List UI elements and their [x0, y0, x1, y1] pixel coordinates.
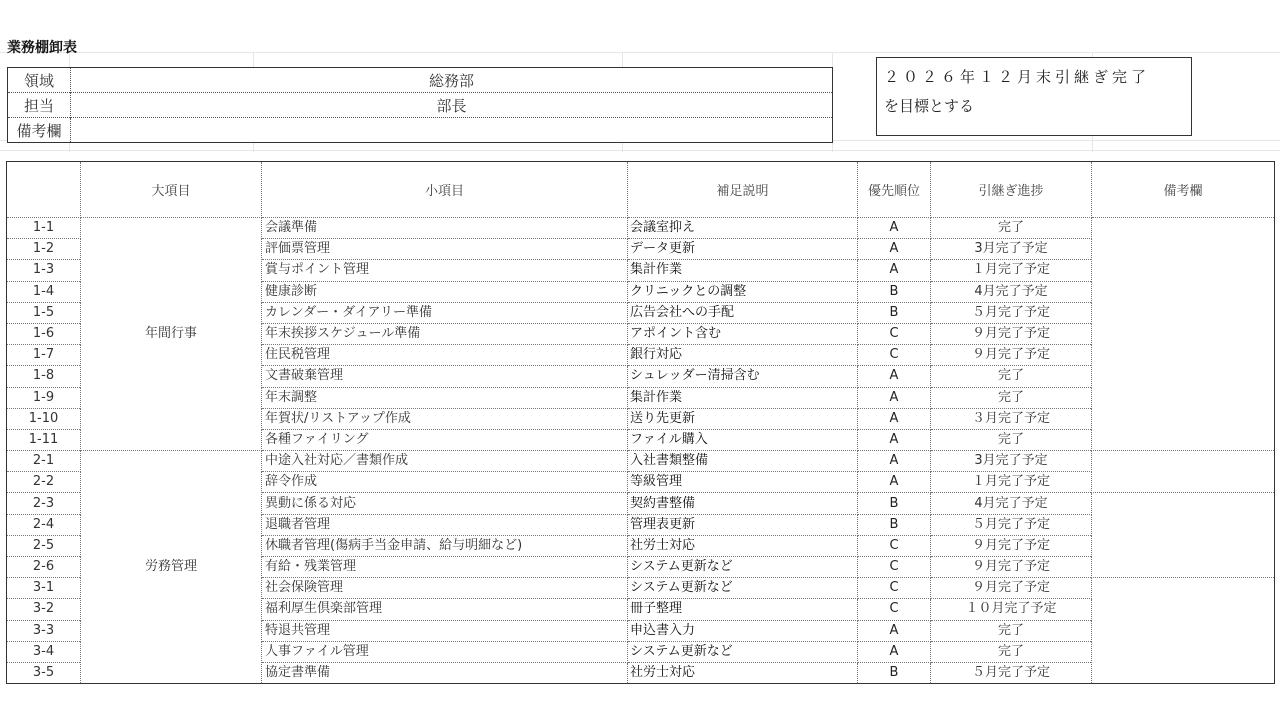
row-number-cell[interactable]: 1-11 — [7, 429, 81, 450]
item-cell[interactable]: 辞令作成 — [262, 472, 628, 493]
description-cell[interactable]: システム更新など — [628, 578, 858, 599]
goal-line-1: ２０２６年１２月末引継ぎ完了 — [884, 68, 1151, 86]
col-header-progress[interactable]: 引継ぎ進捗 — [931, 162, 1092, 218]
progress-cell[interactable]: 完了 — [931, 387, 1092, 408]
description-cell[interactable]: システム更新など — [628, 557, 858, 578]
progress-cell[interactable]: ９月完了予定 — [931, 345, 1092, 366]
description-cell[interactable]: 等級管理 — [628, 472, 858, 493]
category-cell[interactable]: 年間行事 — [81, 218, 262, 451]
priority-cell[interactable]: A — [858, 366, 931, 387]
progress-cell[interactable]: ９月完了予定 — [931, 535, 1092, 556]
priority-cell[interactable]: B — [858, 302, 931, 323]
progress-cell[interactable]: １月完了予定 — [931, 472, 1092, 493]
table-row — [7, 451, 1275, 472]
priority-cell[interactable]: C — [858, 535, 931, 556]
progress-cell[interactable]: ９月完了予定 — [931, 557, 1092, 578]
description-cell[interactable]: 申込書入力 — [628, 620, 858, 641]
info-row-remarks — [8, 118, 833, 143]
description-cell[interactable]: 冊子整理 — [628, 599, 858, 620]
item-cell[interactable]: 年末調整 — [262, 387, 628, 408]
progress-cell[interactable]: 完了 — [931, 429, 1092, 450]
goal-line-2: を目標とする — [884, 97, 975, 115]
priority-cell[interactable]: A — [858, 408, 931, 429]
sheet-title: 業務棚卸表 — [7, 40, 77, 56]
row-number-cell[interactable]: 3-1 — [7, 578, 81, 599]
priority-cell[interactable]: C — [858, 557, 931, 578]
info-value[interactable] — [71, 118, 833, 143]
progress-cell[interactable]: ５月完了予定 — [931, 662, 1092, 683]
description-cell[interactable]: システム更新など — [628, 641, 858, 662]
description-cell[interactable]: 集計作業 — [628, 260, 858, 281]
info-row-owner — [8, 93, 833, 118]
col-header-no[interactable] — [7, 162, 81, 218]
info-key[interactable]: 担当 — [8, 93, 71, 118]
progress-cell[interactable]: ５月完了予定 — [931, 302, 1092, 323]
progress-cell[interactable]: ９月完了予定 — [931, 323, 1092, 344]
col-header-remarks[interactable]: 備考欄 — [1092, 162, 1275, 218]
description-cell[interactable]: 広告会社への手配 — [628, 302, 858, 323]
remarks-cell[interactable] — [1092, 451, 1275, 493]
item-cell[interactable]: 休職者管理(傷病手当金申請、給与明細など) — [262, 535, 628, 556]
item-cell[interactable]: 人事ファイル管理 — [262, 641, 628, 662]
item-cell[interactable]: 年賀状/リストアップ作成 — [262, 408, 628, 429]
progress-cell[interactable]: 3月完了予定 — [931, 239, 1092, 260]
remarks-cell[interactable] — [1092, 218, 1275, 451]
progress-cell[interactable]: ９月完了予定 — [931, 578, 1092, 599]
row-number-cell[interactable]: 1-4 — [7, 281, 81, 302]
remarks-cell[interactable] — [1092, 578, 1275, 684]
info-value[interactable]: 部長 — [71, 93, 833, 118]
progress-cell[interactable]: ３月完了予定 — [931, 408, 1092, 429]
row-number-cell[interactable]: 3-2 — [7, 599, 81, 620]
priority-cell[interactable]: A — [858, 260, 931, 281]
progress-cell[interactable]: 完了 — [931, 641, 1092, 662]
progress-cell[interactable]: 完了 — [931, 218, 1092, 239]
priority-cell[interactable]: A — [858, 641, 931, 662]
progress-cell[interactable]: ５月完了予定 — [931, 514, 1092, 535]
item-cell[interactable]: 異動に係る対応 — [262, 493, 628, 514]
row-number-cell[interactable]: 2-6 — [7, 557, 81, 578]
item-cell[interactable]: 協定書準備 — [262, 662, 628, 683]
priority-cell[interactable]: B — [858, 514, 931, 535]
progress-cell[interactable]: 4月完了予定 — [931, 281, 1092, 302]
goal-textbox[interactable] — [876, 57, 1192, 136]
col-header-category[interactable]: 大項目 — [81, 162, 262, 218]
priority-cell[interactable]: B — [858, 662, 931, 683]
info-value[interactable]: 総務部 — [428, 71, 474, 90]
priority-cell[interactable]: A — [858, 239, 931, 260]
priority-cell[interactable]: C — [858, 599, 931, 620]
row-number-cell[interactable]: 1-6 — [7, 323, 81, 344]
description-cell[interactable]: 社労士対応 — [628, 535, 858, 556]
info-table — [7, 67, 833, 143]
item-cell[interactable]: 福利厚生倶楽部管理 — [262, 599, 628, 620]
description-cell[interactable]: アポイント含む — [628, 323, 858, 344]
row-number-cell[interactable]: 2-4 — [7, 514, 81, 535]
item-cell[interactable]: 年末挨拶スケジュール準備 — [262, 323, 628, 344]
priority-cell[interactable]: A — [858, 218, 931, 239]
description-cell[interactable]: ファイル購入 — [628, 429, 858, 450]
item-cell[interactable]: 賞与ポイント管理 — [262, 260, 628, 281]
description-cell[interactable]: データ更新 — [628, 239, 858, 260]
row-number-cell[interactable]: 2-1 — [7, 451, 81, 472]
description-cell[interactable]: 銀行対応 — [628, 345, 858, 366]
row-number-cell[interactable]: 3-4 — [7, 641, 81, 662]
description-cell[interactable]: 集計作業 — [628, 387, 858, 408]
row-number-cell[interactable]: 2-5 — [7, 535, 81, 556]
item-cell[interactable]: 有給・残業管理 — [262, 557, 628, 578]
priority-cell[interactable]: B — [858, 493, 931, 514]
priority-cell[interactable]: C — [858, 578, 931, 599]
item-cell[interactable]: 文書破棄管理 — [262, 366, 628, 387]
category-cell[interactable]: 労務管理 — [81, 451, 262, 684]
description-cell[interactable]: 社労士対応 — [628, 662, 858, 683]
description-cell[interactable]: シュレッダー清掃含む — [628, 366, 858, 387]
col-header-item[interactable]: 小項目 — [262, 162, 628, 218]
row-number-cell[interactable]: 2-2 — [7, 472, 81, 493]
row-number-cell[interactable]: 1-10 — [7, 408, 81, 429]
table-row — [7, 218, 1275, 239]
info-key[interactable]: 領域 — [8, 68, 71, 93]
item-cell[interactable]: 社会保険管理 — [262, 578, 628, 599]
description-cell[interactable]: 契約書整備 — [628, 493, 858, 514]
priority-cell[interactable]: A — [858, 429, 931, 450]
item-cell[interactable]: 特退共管理 — [262, 620, 628, 641]
info-key[interactable]: 備考欄 — [8, 118, 71, 143]
row-number-cell[interactable]: 1-1 — [7, 218, 81, 239]
row-number-cell[interactable]: 1-9 — [7, 387, 81, 408]
row-number-cell[interactable]: 3-3 — [7, 620, 81, 641]
priority-cell[interactable]: A — [858, 451, 931, 472]
progress-cell[interactable]: 4月完了予定 — [931, 493, 1092, 514]
description-cell[interactable]: 管理表更新 — [628, 514, 858, 535]
description-cell[interactable]: 入社書類整備 — [628, 451, 858, 472]
description-cell[interactable]: 送り先更新 — [628, 408, 858, 429]
priority-cell[interactable]: B — [858, 281, 931, 302]
row-number-cell[interactable]: 1-8 — [7, 366, 81, 387]
item-cell[interactable]: 各種ファイリング — [262, 429, 628, 450]
item-cell[interactable]: カレンダー・ダイアリー準備 — [262, 302, 628, 323]
priority-cell[interactable]: A — [858, 620, 931, 641]
row-number-cell[interactable]: 1-2 — [7, 239, 81, 260]
priority-cell[interactable]: C — [858, 323, 931, 344]
inventory-table — [6, 161, 1275, 684]
progress-cell[interactable]: 3月完了予定 — [931, 451, 1092, 472]
description-cell[interactable]: クリニックとの調整 — [628, 281, 858, 302]
description-cell[interactable]: 会議室抑え — [628, 218, 858, 239]
priority-cell[interactable]: A — [858, 472, 931, 493]
row-number-cell[interactable]: 2-3 — [7, 493, 81, 514]
progress-cell[interactable]: １月完了予定 — [931, 260, 1092, 281]
item-cell[interactable]: 住民税管理 — [262, 345, 628, 366]
item-cell[interactable]: 退職者管理 — [262, 514, 628, 535]
progress-cell[interactable]: 完了 — [931, 366, 1092, 387]
table-header-row — [7, 162, 1275, 218]
info-row-domain — [8, 68, 833, 93]
item-cell[interactable]: 評価票管理 — [262, 239, 628, 260]
item-cell[interactable]: 健康診断 — [262, 281, 628, 302]
priority-cell[interactable]: A — [858, 387, 931, 408]
priority-cell[interactable]: C — [858, 345, 931, 366]
item-cell[interactable]: 会議準備 — [262, 218, 628, 239]
progress-cell[interactable]: １０月完了予定 — [931, 599, 1092, 620]
progress-cell[interactable]: 完了 — [931, 620, 1092, 641]
row-number-cell[interactable]: 1-3 — [7, 260, 81, 281]
col-header-description[interactable]: 補足説明 — [628, 162, 858, 218]
remarks-cell[interactable] — [1092, 493, 1275, 578]
row-number-cell[interactable]: 3-5 — [7, 662, 81, 683]
item-cell[interactable]: 中途入社対応／書類作成 — [262, 451, 628, 472]
row-number-cell[interactable]: 1-5 — [7, 302, 81, 323]
col-header-priority[interactable]: 優先順位 — [858, 162, 931, 218]
row-number-cell[interactable]: 1-7 — [7, 345, 81, 366]
